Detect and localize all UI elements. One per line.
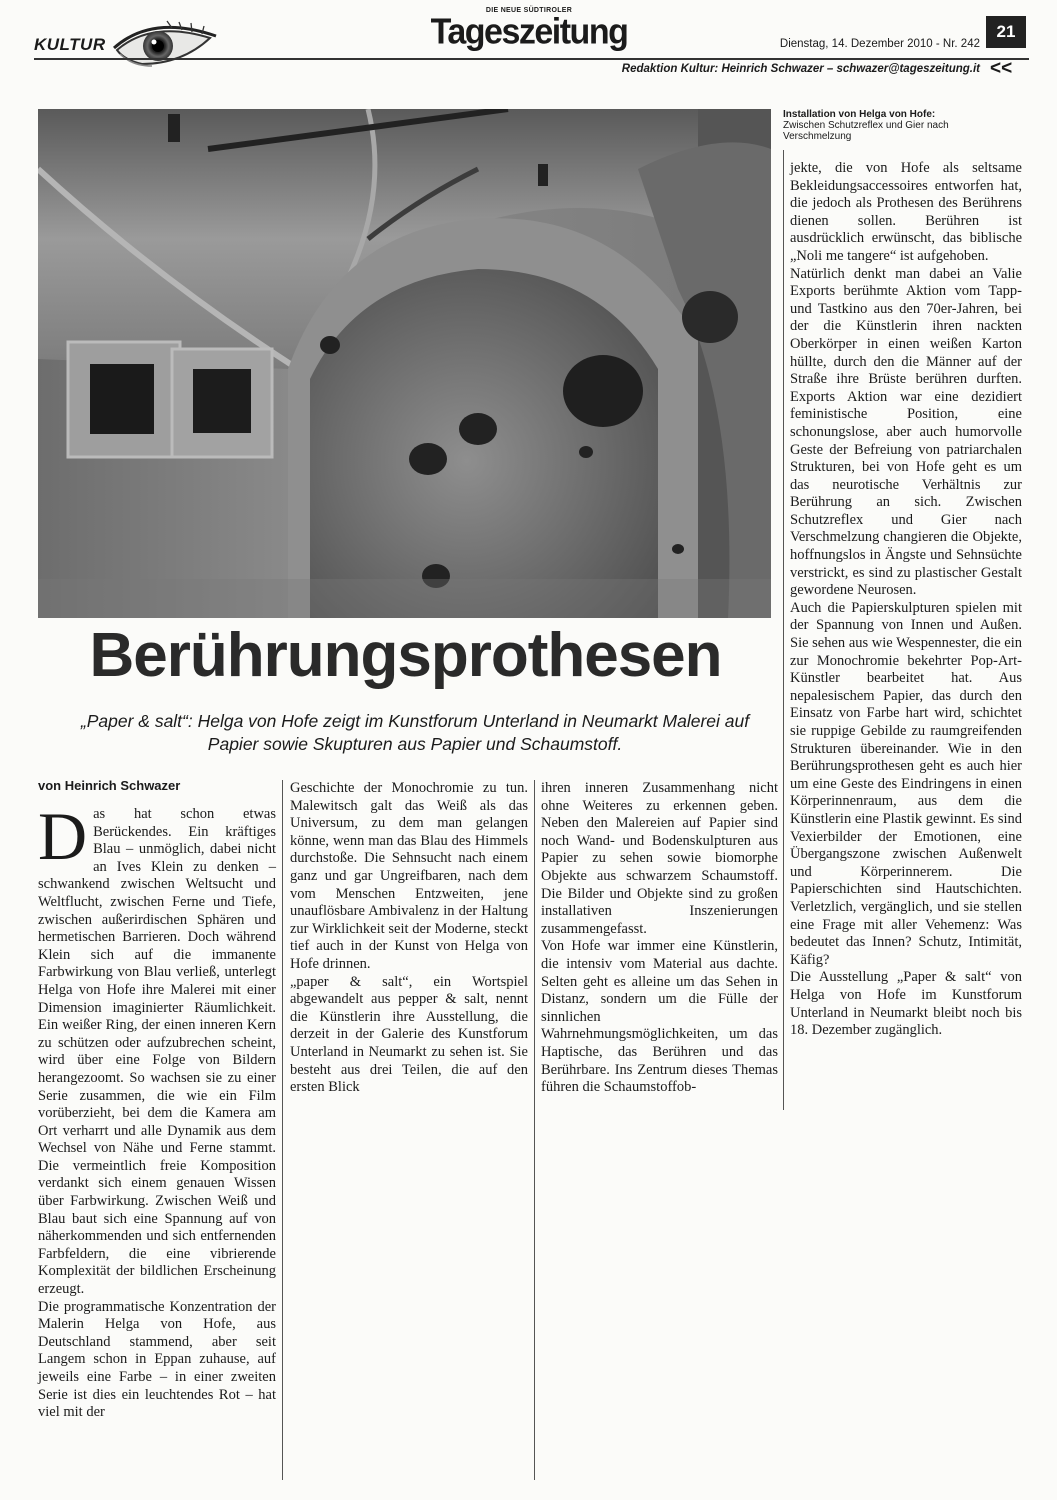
article-byline: von Heinrich Schwazer: [38, 778, 181, 793]
article-column-3: [541, 780, 778, 1097]
gallery-photo: [38, 109, 771, 618]
page-number-badge: 21: [986, 16, 1026, 48]
paragraph: „paper & salt“, ein Wortspiel abgewandelt aus pepper & salt, nennt die Künstlerin ihre Ausstellung, die derzeit in der Galerie des Kunstforum Unterland in Neumarkt zu sehen ist. Sie besteht aus drei Teilen, die auf den ersten Blick: [290, 973, 528, 1096]
paragraph: Geschichte der Monochromie zu tun. Malewitsch galt das Weiß als das Universum, zu dem man gelangen könne, wenn man das Blau des Himmels durchstoße. Die Sehnsucht nach einem ganz und gar Ungreifbaren, nach dem vom Menschen Entzweiten, jene unauflösbare Ambivalenz in der Haltung zur Wirklichkeit seit der Moderne, steckt tief auch in der Kunst von Helga von Hofe drinnen.: [290, 780, 528, 972]
paragraph: Die Ausstellung „Paper & salt“ von Helga von Hofe im Kunstforum Unterland in Neumarkt bleibt noch bis 18. Dezember zugänglich.: [790, 969, 1022, 1039]
article-column-2: [290, 780, 528, 1097]
masthead-tagline: DIE NEUE SÜDTIROLER: [485, 7, 573, 14]
article-subhead: „Paper & salt“: Helga von Hofe zeigt im Kunstforum Unterland in Neumarkt Malerei auf Papier sowie Skupturen aus Papier und Schaumstoff.: [80, 711, 750, 754]
header-rule: [34, 58, 1029, 60]
paragraph: ihren inneren Zusammenhang nicht ohne Weiteres zu erkennen geben. Neben den Malereien auf Papier sind noch Wand- und Bodenskulpturen aus Papier zu sehen sowie biomorphe Objekte aus schwarzem Schaumstoff. Die Bilder und Objekte sind zu großen installativen Inszenierungen zusammengefasst.: [541, 780, 778, 937]
paragraph: [38, 798, 276, 1299]
article-column-4: [790, 160, 1022, 1040]
paragraph: Die programmatische Konzentration der Malerin Helga von Hofe, aus Deutschland stammend, aber seit Langem schon in Eppan zuhause, auf jeweils eine Farbe – in einer zweiten Serie ist dies ein leuchtendes Rot – hat viel mit der: [38, 1298, 276, 1421]
column-divider: [282, 780, 283, 1480]
paragraph: Natürlich denkt man dabei an Valie Exports berühmte Aktion vom Tapp- und Tastkino aus den 70er-Jahren, bei der die Künstlerin ihren nackten Oberkörper in einen weißen Karton hüllte, durch den die Männer auf der Straße ihre Brüste berühren durften. Exports Aktion war eine dezidiert feministische Position, eine schonungslose, aber auch humorvolle Geste der Befreiung von patriarchalen Strukturen, bei von Hofe geht es um das neurotische Verhältnis zur Berührung an sich. Zwischen Schutzreflex und Gier nach Verschmelzung changieren die Objekte, hoffnungslos in Ängste und Sehnsüchte verstrickt, es sind zu plastischer Gestalt gewordene Neurosen.: [790, 265, 1022, 599]
column-divider: [783, 150, 784, 1110]
section-label: KULTUR: [34, 35, 106, 54]
article-column-1: [38, 798, 276, 1422]
photo-caption-text: Zwischen Schutzreflex und Gier nach Verschmelzung: [783, 120, 949, 142]
masthead-title: Tageszeitung: [430, 12, 628, 52]
paragraph-text: as hat schon etwas Berückendes. Ein kräftiges Blau – unmöglich, dabei nicht an Ives Klein zu denken – schwankend zwischen Weltsucht und Weltflucht, zwischen Ferne und Tiefe, zwischen außerirdischen Sphären und hermetischen Barrieren. Doch während Klein sich auf die immanente Farbwirkung von Blau verließ, unterlegt Helga von Hofe ihre Malerei mit einer Dimension imaginierter Räumlichkeit. Ein weißer Ring, der einen inneren Kern zu schützen oder aufzubrechen scheint, wird über eine Folge von Bildern herangezoomt. So wachsen sie zu einer Serie zusammen, die wie ein Film vorüberzieht, bei dem die Kamera am Ort verharrt und alle Dynamik aus dem Wechsel von Nähe und Ferne stammt. Die vermeintlich freie Komposition verdankt sich einem genauen Wissen über Farbwirkung. Zwischen Weiß und Blau baut sich eine Spannung auf von näherkommenden und sich entfernenden Farbfeldern, die eine vibrierende Komplexität der bildlichen Erscheinung erzeugt.: [38, 806, 276, 1298]
column-divider: [534, 780, 535, 1480]
eye-logo-icon: [112, 20, 222, 70]
drop-cap: D: [38, 798, 88, 874]
article-headline: Berührungsprothesen: [89, 621, 722, 690]
paragraph: Von Hofe war immer eine Künstlerin, die intensiv vom Material aus dachte. Selten geht es alleine um das Sehen in Distanz, sondern um die Fülle der sinnlichen Wahrnehmungsmöglichkeiten, um das Haptische, das Berühren und das Berührbare. Ins Zentrum dieses Themas führen die Schaumstoffob-: [541, 938, 778, 1096]
paragraph: Auch die Papierskulpturen spielen mit der Spannung von Innen und Außen. Sie sehen aus wie Wespennester, die ein zur Monochromie bekehrter Pop-Art-Künstler bearbeitet hat. Aus nepalesischem Papier, das durch den Einsatz von Farbe hart wird, schichtet sie ruppige Gebilde zu raumgreifenden Strukturen übereinander. Wie in den Berührungsprothesen geht es auch hier um eine Geste des Eindringens in einen Körperinnenraum, aus dem die Künstlerin eine Plastik gewinnt. Es sind Vexierbilder der Emotionen, eine Übergangszone zwischen Außenwelt und Körperinnerem. Die Papierschichten sind Hautschichten. Verletzlich, vergänglich, und sie stellen eine Frage mit aller Vehemenz: Was bedeutet das Innen? Schutz, Intimität, Käfig?: [790, 599, 1022, 968]
editorial-contact: Redaktion Kultur: Heinrich Schwazer – schwazer@tageszeitung.it: [621, 63, 980, 75]
dateline: Dienstag, 14. Dezember 2010 - Nr. 242: [779, 38, 980, 50]
photo-caption-title: Installation von Helga von Hofe:: [783, 109, 936, 120]
arrows-icon: <<: [990, 58, 1013, 79]
paragraph: jekte, die von Hofe als seltsame Bekleidungsaccessoires entworfen hat, die jedoch als Prothesen des Berührens dienen sollen. Berühren ist ausdrücklich erwünscht, das biblische „Noli me tangere“ ist aufgehoben.: [790, 160, 1022, 264]
